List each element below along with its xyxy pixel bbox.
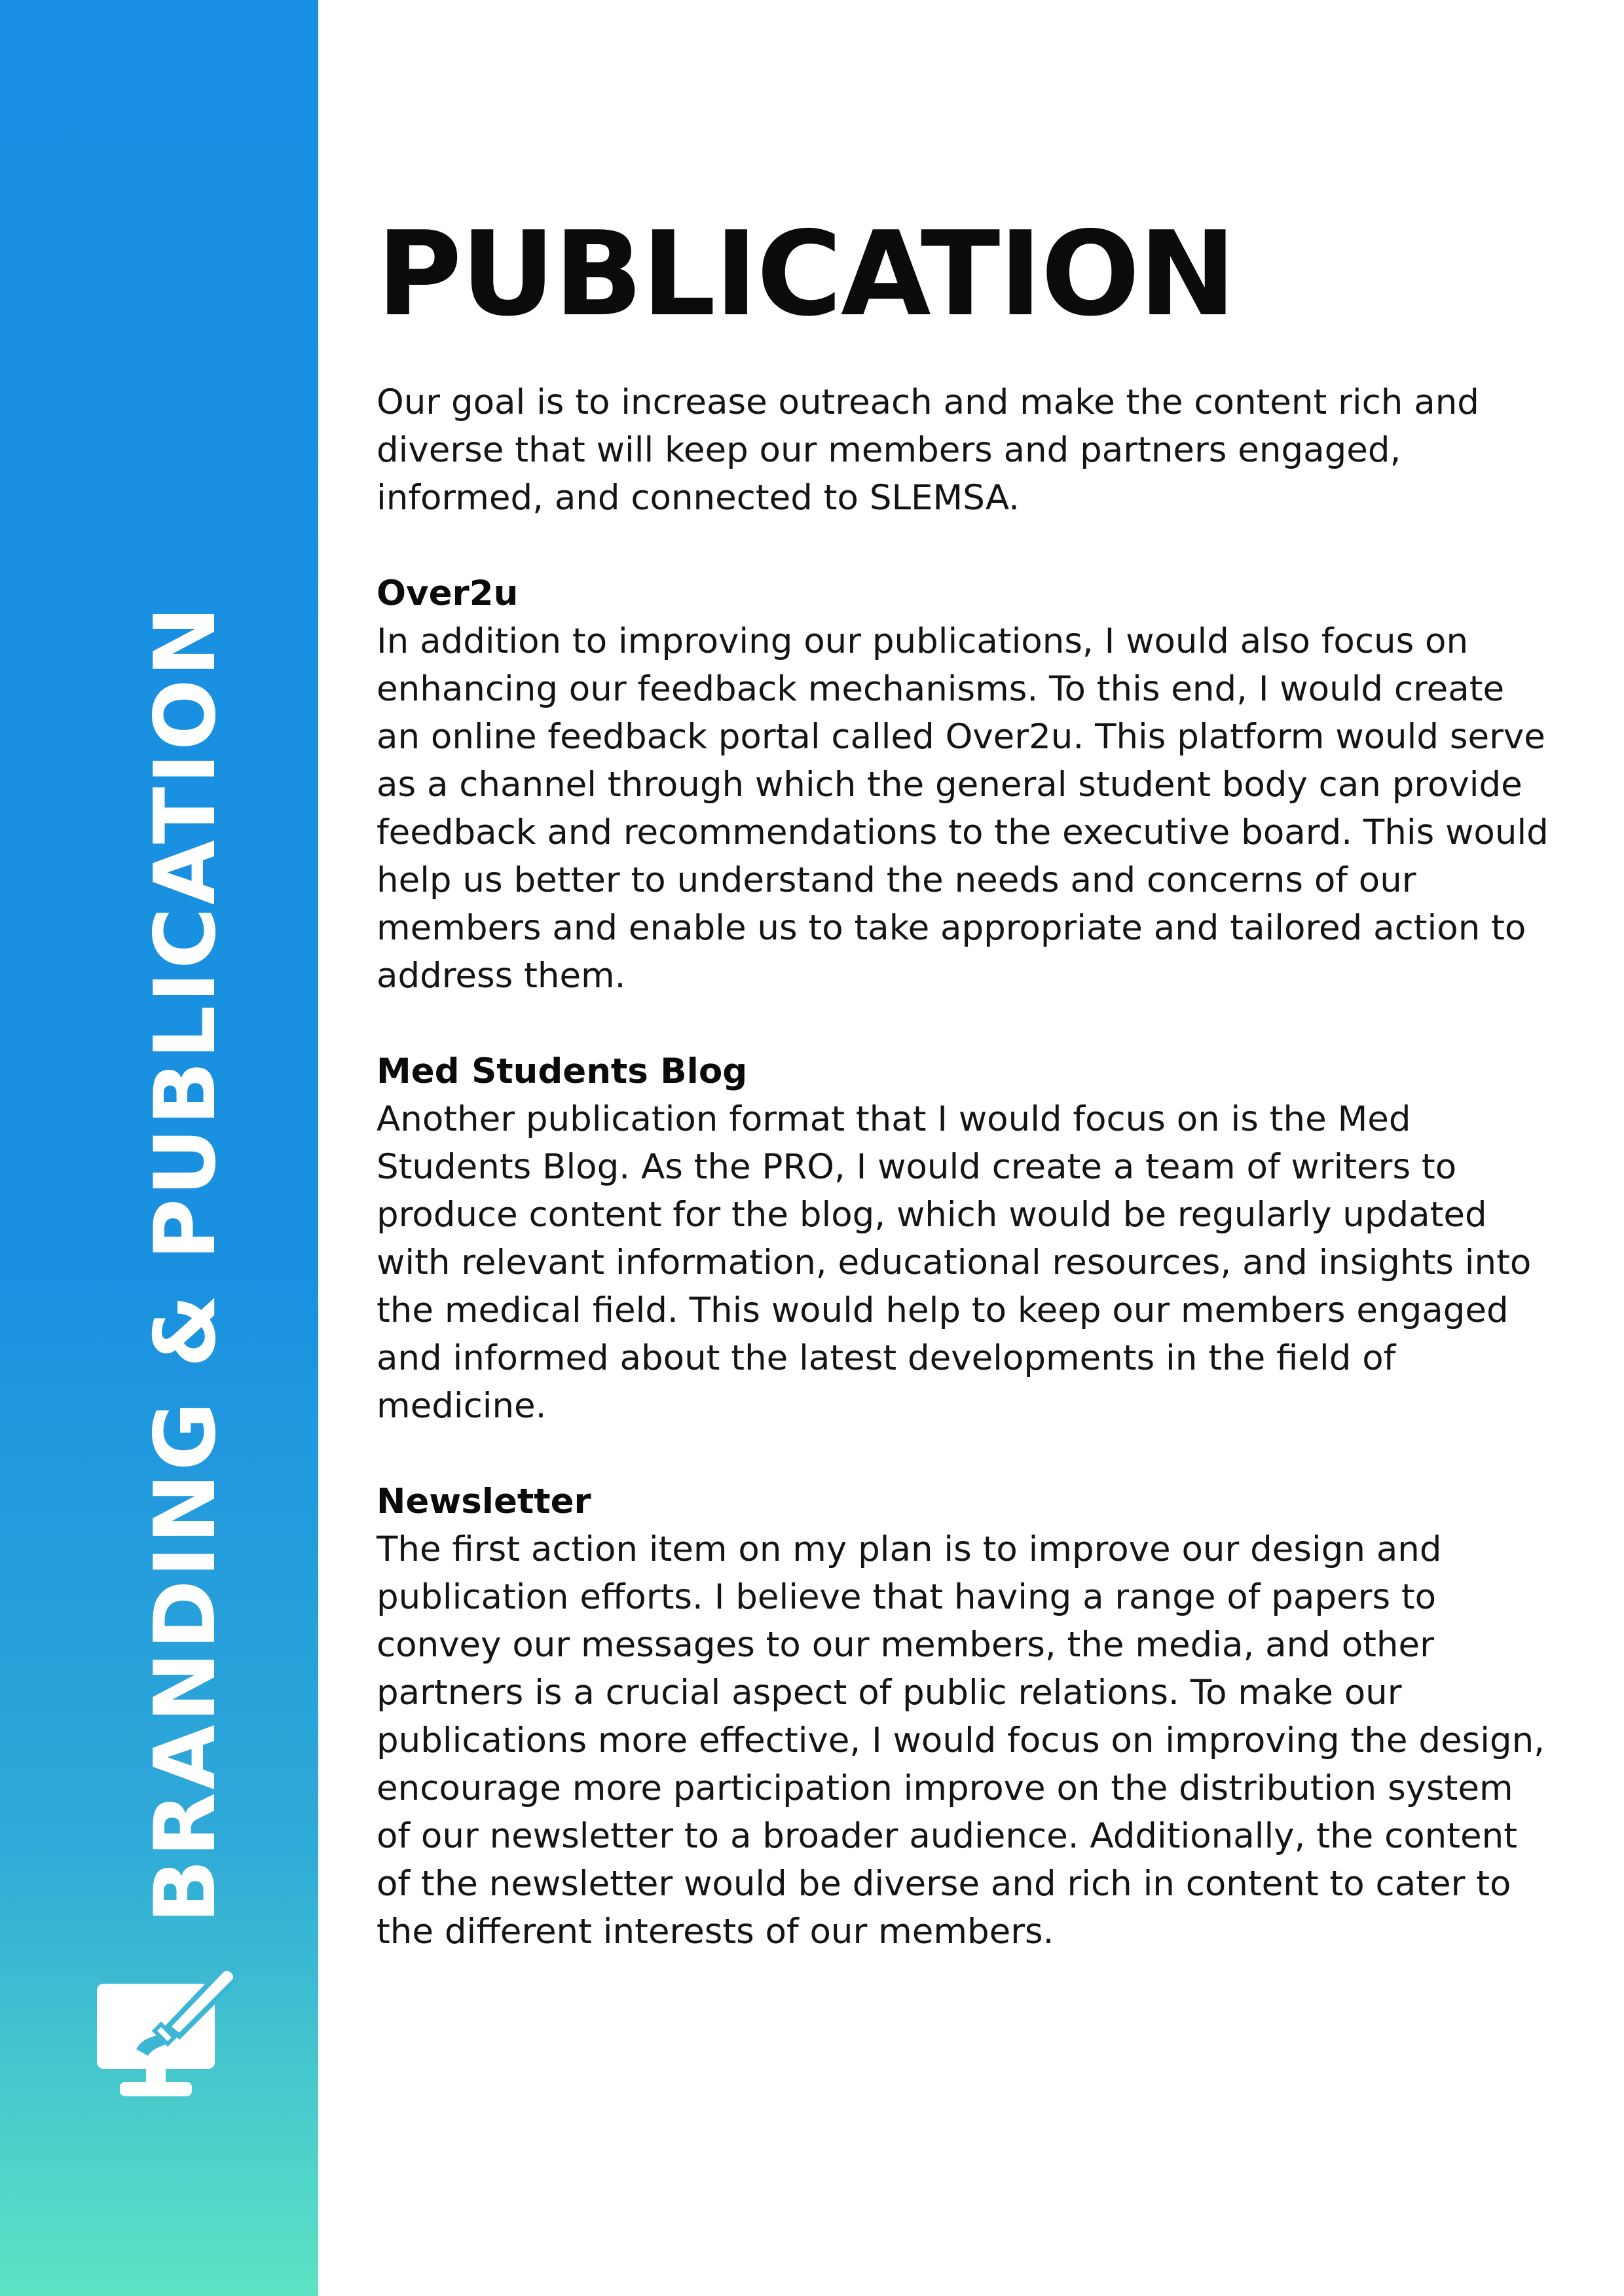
section-body-newsletter: The first action item on my plan is to improve our design and publication efforts. I believe that having a range of papers to convey our messages to our members, the media, and other partners is a crucial aspect of public relations. To make our publications more effective, I would focus on improving the design, encourage more participation improve on the distribution system of our newsletter to a broader audience. Additionally, the content of the newsletter would be diverse and rich in content to cater to the different interests of our members.	[377, 1529, 1545, 1952]
section-heading-over2u: Over2u	[377, 574, 519, 613]
paintbrush-monitor-icon	[90, 1964, 248, 2102]
main-content	[377, 206, 1555, 1956]
intro-paragraph: Our goal is to increase outreach and make the content rich and diverse that will keep our members and partners engaged, informed, and connected to SLEMSA.	[377, 382, 1479, 518]
sidebar-title: BRANDING & PUBLICATION	[137, 604, 234, 1923]
page-title: PUBLICATION	[377, 206, 1235, 342]
sidebar	[0, 0, 318, 2296]
section-heading-newsletter: Newsletter	[377, 1482, 591, 1522]
section-body-med-students-blog: Another publication format that I would focus on is the Med Students Blog. As the PRO, I would create a team of writers to produce content for the blog, which would be regularly updated with relevant information, educational resources, and insights into the medical field. This would help to keep our members engaged and informed about the latest developments in the field of medicine.	[377, 1099, 1532, 1426]
section-body-over2u: In addition to improving our publications, I would also focus on enhancing our feedback mechanisms. To this end, I would create an online feedback portal called Over2u. This platform would serve as a channel through which the general student body can provide feedback and recommendations to the executive board. This would help us better to understand the needs and concerns of our members and enable us to take appropriate and tailored action to address them.	[377, 621, 1549, 996]
section-heading-med-students-blog: Med Students Blog	[377, 1051, 748, 1091]
